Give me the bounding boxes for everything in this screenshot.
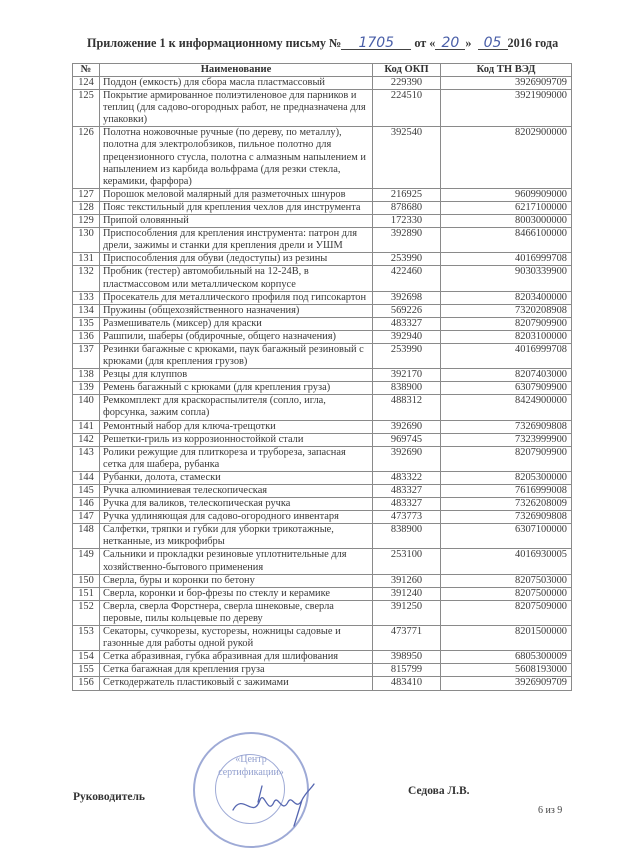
row-name: Решетки-гриль из коррозионностойкой стали — [100, 433, 373, 446]
row-name: Поддон (емкость) для сбора масла пластмассовый — [100, 77, 373, 90]
row-name: Сальники и прокладки резиновые уплотнительные для хозяйственно-бытового применения — [100, 549, 373, 574]
header-from-label: от « — [414, 36, 436, 50]
row-name: Ремкомплект для краскораспылителя (сопло, игла, форсунка, зажим сопла) — [100, 395, 373, 420]
row-name: Секаторы, сучкорезы, кусторезы, ножницы садовые и газонные для работы одной рукой — [100, 626, 373, 651]
row-number: 149 — [73, 549, 100, 574]
row-okp-code: 398950 — [373, 651, 441, 664]
table-row — [73, 188, 572, 201]
row-tnved-code: 8003000000 — [441, 215, 572, 228]
table-row — [73, 369, 572, 382]
row-okp-code: 253100 — [373, 549, 441, 574]
row-tnved-code: 8466100000 — [441, 228, 572, 253]
row-number: 127 — [73, 188, 100, 201]
row-name: Покрытие армированное полиэтиленовое для парников и теплиц (для садово-огородных работ, не предназначена для упаковки) — [100, 90, 373, 127]
row-number: 138 — [73, 369, 100, 382]
table-row — [73, 77, 572, 90]
row-name: Ремонтный набор для ключа-трещотки — [100, 420, 373, 433]
row-name: Приспособления для крепления инструмента: патрон для дрели, зажимы и станки для крепления дрели и УШМ — [100, 228, 373, 253]
row-okp-code: 224510 — [373, 90, 441, 127]
row-okp-code: 392540 — [373, 127, 441, 188]
row-tnved-code: 8424900000 — [441, 395, 572, 420]
row-number: 128 — [73, 201, 100, 214]
table-row — [73, 511, 572, 524]
table-row — [73, 651, 572, 664]
row-okp-code: 473773 — [373, 511, 441, 524]
table-row — [73, 343, 572, 368]
row-number: 126 — [73, 127, 100, 188]
row-tnved-code: 3926909709 — [441, 677, 572, 690]
table-row — [73, 420, 572, 433]
row-number: 145 — [73, 485, 100, 498]
row-tnved-code: 7326208009 — [441, 498, 572, 511]
row-name: Ручка для валиков, телескопическая ручка — [100, 498, 373, 511]
row-tnved-code: 8207509000 — [441, 600, 572, 625]
table-row — [73, 498, 572, 511]
table-row — [73, 201, 572, 214]
table-row — [73, 600, 572, 625]
row-tnved-code: 8205300000 — [441, 471, 572, 484]
row-name: Приспособления для обуви (ледоступы) из резины — [100, 253, 373, 266]
table-row — [73, 626, 572, 651]
row-tnved-code: 7326909808 — [441, 420, 572, 433]
table-row — [73, 253, 572, 266]
table-row — [73, 677, 572, 690]
table-row — [73, 471, 572, 484]
row-name: Размешиватель (миксер) для краски — [100, 317, 373, 330]
row-tnved-code: 8207909900 — [441, 446, 572, 471]
row-name: Рашпили, шаберы (обдирочные, общего назначения) — [100, 330, 373, 343]
row-number: 134 — [73, 304, 100, 317]
row-tnved-code: 8207503000 — [441, 574, 572, 587]
table-row — [73, 228, 572, 253]
table-row — [73, 127, 572, 188]
row-okp-code: 569226 — [373, 304, 441, 317]
table-row — [73, 266, 572, 291]
row-name: Сверла, сверла Форстнера, сверла шнековые, сверла перовые, пилы кольцевые по дереву — [100, 600, 373, 625]
row-okp-code: 391240 — [373, 587, 441, 600]
row-okp-code: 878680 — [373, 201, 441, 214]
page-number: 6 из 9 — [538, 805, 563, 816]
row-tnved-code: 8207500000 — [441, 587, 572, 600]
row-okp-code: 391250 — [373, 600, 441, 625]
row-tnved-code: 3921909000 — [441, 90, 572, 127]
row-name: Сверла, буры и коронки по бетону — [100, 574, 373, 587]
row-name: Сеткодержатель пластиковый с зажимами — [100, 677, 373, 690]
row-tnved-code: 8207403000 — [441, 369, 572, 382]
table-row — [73, 524, 572, 549]
row-okp-code: 392698 — [373, 291, 441, 304]
row-okp-code: 838900 — [373, 382, 441, 395]
stamp-text-line1: «Центр — [235, 754, 267, 765]
row-name: Ручка алюминиевая телескопическая — [100, 485, 373, 498]
row-number: 155 — [73, 664, 100, 677]
row-tnved-code: 8201500000 — [441, 626, 572, 651]
row-tnved-code: 7320208908 — [441, 304, 572, 317]
table-row — [73, 446, 572, 471]
row-name: Сетка багажная для крепления груза — [100, 664, 373, 677]
table-body — [73, 77, 572, 691]
row-number: 144 — [73, 471, 100, 484]
row-number: 131 — [73, 253, 100, 266]
row-tnved-code: 6217100000 — [441, 201, 572, 214]
header-day-close: » — [465, 36, 472, 50]
row-name: Полотна ножовочные ручные (по дереву, по металлу), полотна для электролобзиков, пильное полотно для прецензионного стусла, полотна с алмазным напылением и напылением из карбида вольфрама (для резки стекла, керамики, фарфора) — [100, 127, 373, 188]
row-number: 142 — [73, 433, 100, 446]
column-header-okp: Код ОКП — [373, 64, 441, 77]
column-header-tnved: Код ТН ВЭД — [441, 64, 572, 77]
row-name: Припой оловянный — [100, 215, 373, 228]
row-okp-code: 172330 — [373, 215, 441, 228]
table-row — [73, 433, 572, 446]
row-name: Просекатель для металлического профиля под гипсокартон — [100, 291, 373, 304]
header-year: 2016 года — [507, 36, 559, 50]
row-number: 133 — [73, 291, 100, 304]
row-number: 129 — [73, 215, 100, 228]
row-tnved-code: 9030339900 — [441, 266, 572, 291]
row-okp-code: 229390 — [373, 77, 441, 90]
row-name: Рубанки, долота, стамески — [100, 471, 373, 484]
row-number: 132 — [73, 266, 100, 291]
row-okp-code: 391260 — [373, 574, 441, 587]
row-tnved-code: 3926909709 — [441, 77, 572, 90]
table-row — [73, 549, 572, 574]
row-number: 130 — [73, 228, 100, 253]
row-tnved-code: 8202900000 — [441, 127, 572, 188]
row-okp-code: 488312 — [373, 395, 441, 420]
row-number: 143 — [73, 446, 100, 471]
row-tnved-code: 6805300009 — [441, 651, 572, 664]
row-name: Резинки багажные с крюками, паук багажный резиновый с крюками (для крепления грузов) — [100, 343, 373, 368]
row-okp-code: 392690 — [373, 420, 441, 433]
row-okp-code: 483327 — [373, 485, 441, 498]
row-okp-code: 483327 — [373, 498, 441, 511]
signature-icon — [228, 780, 318, 830]
row-number: 135 — [73, 317, 100, 330]
row-number: 150 — [73, 574, 100, 587]
row-tnved-code: 8203100000 — [441, 330, 572, 343]
day-handwritten: 20 — [435, 37, 465, 50]
row-tnved-code: 6307909900 — [441, 382, 572, 395]
table-row — [73, 587, 572, 600]
row-tnved-code: 7616999008 — [441, 485, 572, 498]
row-name: Порошок меловой малярный для разметочных шнуров — [100, 188, 373, 201]
products-table — [72, 63, 572, 691]
row-name: Салфетки, тряпки и губки для уборки трикотажные, нетканные, из микрофибры — [100, 524, 373, 549]
row-name: Ремень багажный с крюками (для крепления груза) — [100, 382, 373, 395]
row-okp-code: 392940 — [373, 330, 441, 343]
table-row — [73, 90, 572, 127]
column-header-name: Наименование — [100, 64, 373, 77]
row-tnved-code: 6307100000 — [441, 524, 572, 549]
row-tnved-code: 9609909000 — [441, 188, 572, 201]
row-tnved-code: 7326909808 — [441, 511, 572, 524]
row-okp-code: 253990 — [373, 253, 441, 266]
row-okp-code: 483322 — [373, 471, 441, 484]
row-number: 151 — [73, 587, 100, 600]
row-number: 146 — [73, 498, 100, 511]
row-number: 141 — [73, 420, 100, 433]
row-okp-code: 815799 — [373, 664, 441, 677]
stamp-text-line2: сертификации» — [218, 767, 284, 778]
table-header-row — [73, 64, 572, 77]
row-number: 152 — [73, 600, 100, 625]
row-okp-code: 253990 — [373, 343, 441, 368]
table-row — [73, 215, 572, 228]
table-row — [73, 330, 572, 343]
row-name: Пружины (общехозяйственного назначения) — [100, 304, 373, 317]
row-okp-code: 483410 — [373, 677, 441, 690]
row-okp-code: 969745 — [373, 433, 441, 446]
table-row — [73, 574, 572, 587]
row-tnved-code: 4016999708 — [441, 343, 572, 368]
row-tnved-code: 7323999900 — [441, 433, 572, 446]
row-number: 148 — [73, 524, 100, 549]
row-number: 154 — [73, 651, 100, 664]
row-name: Пояс текстильный для крепления чехлов для инструмента — [100, 201, 373, 214]
column-header-number: № — [73, 64, 100, 77]
row-okp-code: 422460 — [373, 266, 441, 291]
row-okp-code: 473771 — [373, 626, 441, 651]
row-name: Резцы для клуппов — [100, 369, 373, 382]
table-row — [73, 485, 572, 498]
row-tnved-code: 5608193000 — [441, 664, 572, 677]
row-number: 140 — [73, 395, 100, 420]
row-name: Ролики режущие для плиткореза и трубореза, запасная сетка для шабера, рубанка — [100, 446, 373, 471]
row-name: Сверла, коронки и бор-фрезы по стеклу и керамике — [100, 587, 373, 600]
row-okp-code: 392690 — [373, 446, 441, 471]
document-header — [87, 36, 607, 51]
row-number: 147 — [73, 511, 100, 524]
row-name: Сетка абразивная, губка абразивная для шлифования — [100, 651, 373, 664]
row-tnved-code: 8203400000 — [441, 291, 572, 304]
row-name: Пробник (тестер) автомобильный на 12-24В, в пластмассовом или металлическом корпусе — [100, 266, 373, 291]
row-tnved-code: 8207909900 — [441, 317, 572, 330]
row-okp-code: 216925 — [373, 188, 441, 201]
row-number: 124 — [73, 77, 100, 90]
row-number: 156 — [73, 677, 100, 690]
row-name: Ручка удлиняющая для садово-огородного инвентаря — [100, 511, 373, 524]
table-row — [73, 664, 572, 677]
row-tnved-code: 4016999708 — [441, 253, 572, 266]
row-okp-code: 392890 — [373, 228, 441, 253]
table-row — [73, 291, 572, 304]
row-tnved-code: 4016930005 — [441, 549, 572, 574]
table-row — [73, 382, 572, 395]
row-okp-code: 392170 — [373, 369, 441, 382]
row-number: 137 — [73, 343, 100, 368]
row-number: 153 — [73, 626, 100, 651]
header-prefix: Приложение 1 к информационному письму № — [87, 36, 342, 50]
row-okp-code: 838900 — [373, 524, 441, 549]
row-number: 125 — [73, 90, 100, 127]
month-handwritten: 05 — [478, 37, 508, 50]
table-row — [73, 395, 572, 420]
table-row — [73, 304, 572, 317]
row-okp-code: 483327 — [373, 317, 441, 330]
table-row — [73, 317, 572, 330]
row-number: 136 — [73, 330, 100, 343]
letter-number-handwritten: 1705 — [341, 37, 411, 50]
row-number: 139 — [73, 382, 100, 395]
position-label: Руководитель — [73, 791, 145, 803]
signatory-name: Седова Л.В. — [408, 785, 470, 797]
